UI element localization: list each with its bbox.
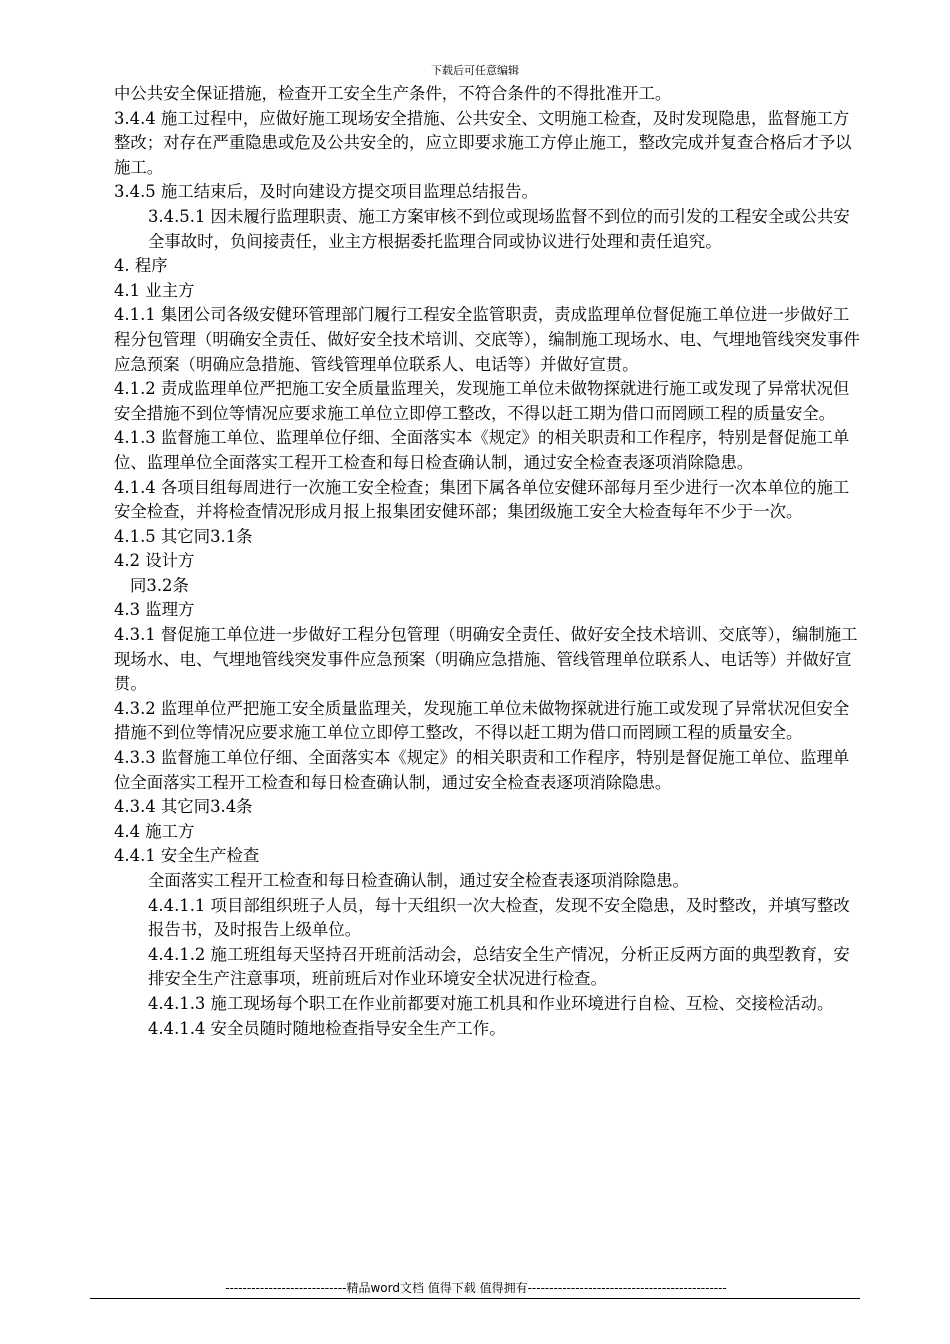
section-heading: 4.4 施工方 <box>114 821 195 841</box>
paragraph: 4.1.5 其它同3.1条 <box>114 526 253 546</box>
paragraph: 4.1.4 各项目组每周进行一次施工安全检查；集团下属各单位安健环部每月至少进行一次本单位的施工安全检查，并将检查情况形成月报上报集团安健环部；集团级施工安全大检查每年不少于一次。 <box>114 477 850 522</box>
paragraph: 4.4.1.1 项目部组织班子人员，每十天组织一次大检查，发现不安全隐患，及时整改，并填写整改报告书，及时报告上级单位。 <box>148 895 850 940</box>
paragraph: 3.4.5 施工结束后，及时向建设方提交项目监理总结报告。 <box>114 182 538 202</box>
paragraph: 中公共安全保证措施，检查开工安全生产条件，不符合条件的不得批准开工。 <box>114 84 672 103</box>
footer-note: ----------------------------精品word文档 值得下载 值得拥有---------------------------------------------- <box>225 1281 727 1295</box>
section-heading: 4.4.1 安全生产检查 <box>114 846 260 866</box>
paragraph: 4.4.1.2 施工班组每天坚持召开班前活动会，总结安全生产情况，分析正反两方面的典型教育，安排安全生产注意事项，班前班后对作业环境安全状况进行检查。 <box>148 944 850 989</box>
section-heading: 4.3 监理方 <box>114 600 195 620</box>
section-heading: 4. 程序 <box>114 256 168 276</box>
paragraph: 4.3.4 其它同3.4条 <box>114 797 253 817</box>
section-heading: 4.2 设计方 <box>114 551 195 571</box>
paragraph: 4.1.3 监督施工单位、监理单位仔细、全面落实本《规定》的相关职责和工作程序，特别是督促施工单位、监理单位全面落实工程开工检查和每日检查确认制，通过安全检查表逐项消除隐患。 <box>114 428 850 472</box>
section-heading: 4.1 业主方 <box>114 280 195 300</box>
paragraph: 4.3.2 监理单位严把施工安全质量监理关，发现施工单位未做物探就进行施工或发现了异常状况但安全措施不到位等情况应要求施工单位立即停工整改，不得以赶工期为借口而罔顾工程的质量安全。 <box>114 698 850 743</box>
paragraph: 同3.2条 <box>130 575 189 595</box>
paragraph: 4.3.1 督促施工单位进一步做好工程分包管理（明确安全责任、做好安全技术培训、交底等），编制施工现场水、电、气埋地管线突发事件应急预案（明确应急措施、管线管理单位联系人、电话等）并做好宣贯。 <box>114 625 858 694</box>
paragraph: 4.4.1.3 施工现场每个职工在作业前都要对施工机具和作业环境进行自检、互检、交接检活动。 <box>148 993 834 1013</box>
paragraph: 3.4.5.1 因未履行监理职责、施工方案审核不到位或现场监督不到位的而引发的工程安全或公共安全事故时，负间接责任，业主方根据委托监理合同或协议进行处理和责任追究。 <box>148 206 850 251</box>
paragraph: 4.4.1.4 安全员随时随地检查指导安全生产工作。 <box>148 1018 506 1038</box>
paragraph: 3.4.4 施工过程中，应做好施工现场安全措施、公共安全、文明施工检查，及时发现隐患，监督施工方整改；对存在严重隐患或危及公共安全的，应立即要求施工方停止施工，整改完成并复查合格后才予以施工。 <box>114 108 852 177</box>
paragraph: 4.1.2 责成监理单位严把施工安全质量监理关，发现施工单位未做物探就进行施工或发现了异常状况但安全措施不到位等情况应要求施工单位立即停工整改，不得以赶工期为借口而罔顾工程的质量安全。 <box>114 379 850 423</box>
document-body <box>114 82 862 1041</box>
paragraph: 4.3.3 监督施工单位仔细、全面落实本《规定》的相关职责和工作程序，特别是督促施工单位、监理单位全面落实工程开工检查和每日检查确认制，通过安全检查表逐项消除隐患。 <box>114 748 850 792</box>
paragraph: 全面落实工程开工检查和每日检查确认制，通过安全检查表逐项消除隐患。 <box>148 871 689 890</box>
footer-rule <box>90 1298 860 1299</box>
paragraph: 4.1.1 集团公司各级安健环管理部门履行工程安全监管职责，责成监理单位督促施工单位进一步做好工程分包管理（明确安全责任、做好安全技术培训、交底等），编制施工现场水、电、气埋地管线突发事件应急预案（明确应急措施、管线管理单位联系人、电话等）并做好宣贯。 <box>114 305 860 374</box>
header-note: 下载后可任意编辑 <box>431 64 519 77</box>
